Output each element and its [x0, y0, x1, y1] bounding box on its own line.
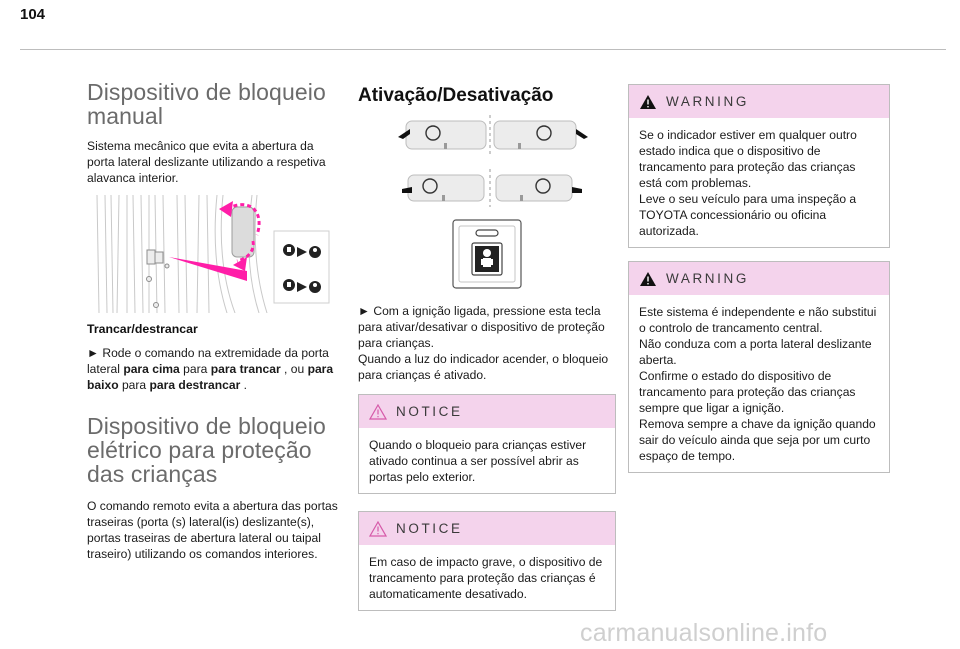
- warning-header: [629, 85, 889, 118]
- warning-text-line: Leve o seu veículo para uma inspeção a TOYOTA concessionário ou oficina autorizada.: [639, 192, 857, 238]
- warning-label: WARNING: [666, 271, 749, 286]
- notice-text: Quando o bloqueio para crianças estiver ativado continua a ser possível abrir as portas pelo exterior.: [369, 438, 587, 484]
- activation-step-text: Com a ignição ligada, pressione esta tecla para ativar/desativar o dispositivo de proteção para crianças.: [358, 304, 605, 350]
- notice-text: Em caso de impacto grave, o dispositivo de trancamento para proteção das crianças é automaticamente desativado.: [369, 555, 603, 601]
- electric-lock-intro: O comando remoto evita a abertura das portas traseiras (porta (s) lateral(is) deslizante(s), portas traseiras de abertura lateral ou taipal traseiro) utilizando os comandos interiores.: [87, 499, 338, 561]
- column-warnings: [628, 84, 890, 473]
- vehicle-variants-illustration: [358, 115, 616, 207]
- door-lever-illustration: [87, 195, 342, 313]
- step-bold-unlock: para destrancar: [149, 378, 241, 392]
- watermark: carmanualsonline.info: [580, 619, 828, 647]
- warning-text-line: Se o indicador estiver em qualquer outro estado indica que o dispositivo de trancamento para proteção das crianças está com problemas.: [639, 128, 857, 190]
- step-text-4: para: [118, 378, 150, 392]
- step-bold-up: para cima: [123, 362, 180, 376]
- manual-lock-intro: Sistema mecânico que evita a abertura da porta lateral deslizante utilizando a respetiva alavanca interior.: [87, 139, 326, 185]
- notice-header: [359, 395, 615, 428]
- header-divider: [20, 49, 946, 50]
- warning-box-2: [628, 261, 890, 473]
- child-lock-button-illustration: [452, 219, 522, 289]
- step-text-1: Rode o comando na extremidade da porta lateral: [87, 346, 329, 376]
- step-bold-down: para baixo: [87, 362, 334, 392]
- column-manual-lock: [87, 80, 342, 562]
- step-text-3: , ou: [280, 362, 308, 376]
- warning-text-line: Este sistema é independente e não substitui o controlo de trancamento central.: [639, 305, 877, 335]
- warning-text-line: Confirme o estado do dispositivo de trancamento para proteção das crianças sempre que ligar a ignição.: [639, 369, 856, 415]
- activation-step: [358, 303, 616, 383]
- step-bold-lock: para trancar: [210, 362, 281, 376]
- notice-box-2: [358, 511, 616, 611]
- caution-triangle-icon: [369, 521, 387, 537]
- bullet-arrow-icon: ►: [358, 304, 370, 318]
- step-text-2: para: [179, 362, 211, 376]
- caution-triangle-icon: [369, 404, 387, 420]
- page-number: 104: [20, 6, 46, 23]
- notice-label: NOTICE: [396, 404, 463, 419]
- activation-result-text: Quando a luz do indicador acender, o bloqueio para crianças é ativado.: [358, 352, 609, 382]
- notice-box-1: [358, 394, 616, 494]
- step-text-5: .: [240, 378, 248, 392]
- bullet-arrow-icon: ►: [87, 346, 99, 360]
- column-activation: [358, 80, 616, 611]
- manual-lock-step: [87, 345, 342, 393]
- notice-label: NOTICE: [396, 521, 463, 536]
- warning-box-1: [628, 84, 890, 248]
- warning-label: WARNING: [666, 94, 749, 109]
- section-title-electric-lock: Dispositivo de bloqueio elétrico para proteção das crianças: [87, 413, 326, 487]
- subheading-lock-unlock: Trancar/destrancar: [87, 322, 198, 336]
- notice-header: [359, 512, 615, 545]
- section-title-manual-lock: Dispositivo de bloqueio manual: [87, 79, 326, 129]
- warning-header: [629, 262, 889, 295]
- warning-triangle-icon: [639, 271, 657, 287]
- activation-heading: Ativação/Desativação: [358, 85, 554, 106]
- warning-text-line: Remova sempre a chave da ignição quando sair do veículo ainda que seja por um curto espaço de tempo.: [639, 417, 876, 463]
- warning-text-line: Não conduza com a porta lateral deslizante aberta.: [639, 337, 872, 367]
- warning-triangle-icon: [639, 94, 657, 110]
